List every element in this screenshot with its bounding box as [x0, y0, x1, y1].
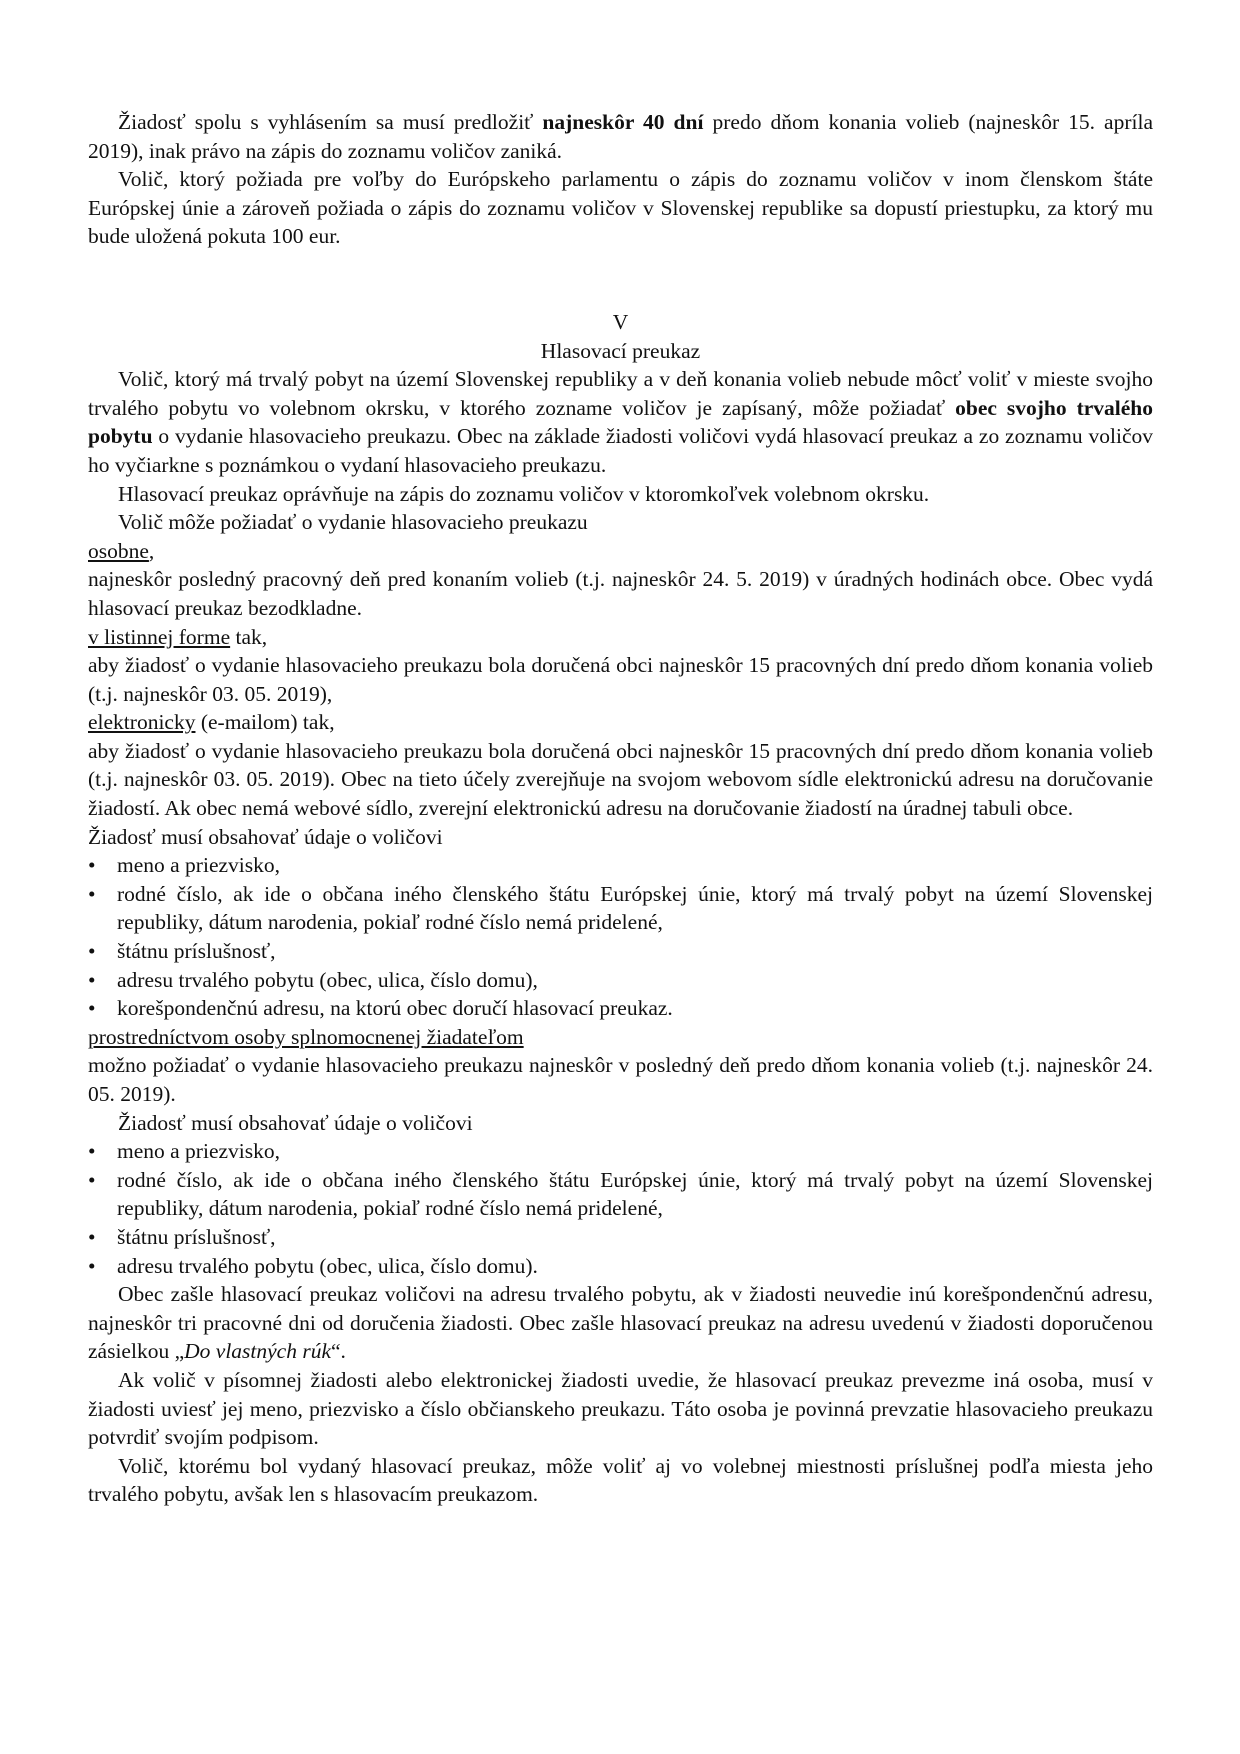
- italic-phrase: Do vlastných rúk: [184, 1339, 332, 1364]
- section-number: V: [612, 309, 629, 334]
- method-heading-electronic: [88, 708, 1153, 737]
- text-segment: predo dňom konania volieb (najneskôr 15. apríla 2019), inak právo na zápis do zoznamu voličov zaniká.: [88, 110, 1153, 163]
- label-suffix: tak,: [230, 624, 268, 649]
- list-item: • adresu trvalého pobytu (obec, ulica, číslo domu),: [88, 966, 1153, 995]
- list-item: • meno a priezvisko,: [88, 1137, 1153, 1166]
- underlined-label: osobne: [88, 538, 149, 563]
- paragraph-mailing: [88, 1280, 1153, 1366]
- bold-municipality: obec svojho trvalého pobytu: [88, 395, 1154, 449]
- paragraph-voter-request: [88, 365, 1153, 479]
- text-segment: “.: [331, 1339, 346, 1364]
- spacer: [88, 251, 1153, 308]
- text-segment: Obec zašle hlasovací preukaz voličovi na adresu trvalého pobytu, ak v žiadosti neuvedie inú korešpondenčnú adresu, najneskôr tri pracovné dni od doručenia žiadosti. Obec zašle hlasovací preukaz na adresu uvedenú v žiadosti doporučenou zásielkou „: [88, 1282, 1153, 1364]
- method-text-electronic: aby žiadosť o vydanie hlasovacieho preukazu bola doručená obci najneskôr 15 pracovných dní predo dňom konania volieb (t.j. najneskôr 03. 05. 2019). Obec na tieto účely zverejňuje na svojom webovom sídle elektronickú adresu na doručovanie žiadostí. Ak obec nemá webové sídlo, zverejní elektronickú adresu na doručovanie žiadostí na úradnej tabuli obce.: [88, 738, 1153, 821]
- text-segment: Žiadosť spolu s vyhlásením sa musí predložiť: [118, 110, 543, 134]
- requirements-list: [88, 851, 1153, 1023]
- requirements-list-2: [88, 1137, 1153, 1280]
- list-item: • rodné číslo, ak ide o občana iného členského štátu Európskej únie, ktorý má trvalý pobyt na území Slovenskej republiky, dátum narodenia, pokiaľ rodné číslo nemá pridelené,: [88, 1166, 1153, 1223]
- list-item: • štátnu príslušnosť,: [88, 937, 1153, 966]
- paragraph-voting-location: Volič, ktorému bol vydaný hlasovací preukaz, môže voliť aj vo volebnej miestnosti príslušnej podľa miesta jeho trvalého pobytu, avšak len s hlasovacím preukazom.: [88, 1453, 1153, 1507]
- document-page: [88, 108, 1153, 1509]
- paragraph-penalty: Volič, ktorý požiada pre voľby do Európskeho parlamentu o zápis do zoznamu voličov v inom členskom štáte Európskej únie a zároveň požiada o zápis do zoznamu voličov v Slovenskej republike sa dopustí priestupku, za ktorý mu bude uložená pokuta 100 eur.: [88, 167, 1153, 249]
- paragraph-card-entitles: Hlasovací preukaz oprávňuje na zápis do zoznamu voličov v ktoromkoľvek volebnom okrsku.: [118, 481, 930, 506]
- method-text-in-person: najneskôr posledný pracovný deň pred konaním volieb (t.j. najneskôr 24. 5. 2019) v úradných hodinách obce. Obec vydá hlasovací preukaz bezodkladne.: [88, 567, 1153, 620]
- label-suffix: (e-mailom) tak,: [195, 710, 335, 735]
- paragraph-other-person: Ak volič v písomnej žiadosti alebo elektronickej žiadosti uvedie, že hlasovací preukaz prevezme iná osoba, musí v žiadosti uviesť jej meno, priezvisko a číslo občianskeho preukazu. Táto osoba je povinná prevzatie hlasovacieho preukazu potvrdiť svojím podpisom.: [88, 1367, 1153, 1450]
- section-title: Hlasovací preukaz: [540, 338, 701, 363]
- paragraph-deadline: [88, 108, 1153, 165]
- method-heading-in-person: [88, 537, 1153, 566]
- requirements-intro: Žiadosť musí obsahovať údaje o voličovi: [88, 824, 443, 849]
- list-item: • adresu trvalého pobytu (obec, ulica, číslo domu).: [88, 1252, 1153, 1281]
- underlined-label: v listinnej forme: [88, 624, 231, 649]
- method-heading-paper: [88, 623, 1153, 652]
- label-suffix: ,: [148, 538, 155, 563]
- method-heading-authorized-person: [88, 1023, 1153, 1052]
- paragraph-request-intro: Volič môže požiadať o vydanie hlasovacieho preukazu: [118, 510, 588, 535]
- underlined-label: elektronicky: [88, 710, 196, 735]
- text-segment: Volič, ktorý má trvalý pobyt na území Slovenskej republiky a v deň konania volieb nebude môcť voliť v mieste svojho trvalého pobytu vo volebnom okrsku, v ktorého zozname voličov je zapísaný, môže požiadať: [88, 367, 1153, 420]
- text-segment: o vydanie hlasovacieho preukazu. Obec na základe žiadosti voličovi vydá hlasovací preukaz a zo zoznamu voličov ho vyčiarkne s poznámkou o vydaní hlasovacieho preukazu.: [88, 424, 1153, 477]
- list-item: • rodné číslo, ak ide o občana iného členského štátu Európskej únie, ktorý má trvalý pobyt na území Slovenskej republiky, dátum narodenia, pokiaľ rodné číslo nemá pridelené,: [88, 880, 1153, 937]
- requirements-intro-2: Žiadosť musí obsahovať údaje o voličovi: [118, 1110, 473, 1135]
- list-item: • štátnu príslušnosť,: [88, 1223, 1153, 1252]
- method-text-paper: aby žiadosť o vydanie hlasovacieho preukazu bola doručená obci najneskôr 15 pracovných dní predo dňom konania volieb (t.j. najneskôr 03. 05. 2019),: [88, 653, 1153, 706]
- bold-deadline: najneskôr 40 dní: [542, 110, 704, 134]
- method-text-authorized-person: možno požiadať o vydanie hlasovacieho preukazu najneskôr v posledný deň predo dňom konania volieb (t.j. najneskôr 24. 05. 2019).: [88, 1053, 1153, 1106]
- list-item: • korešpondenčnú adresu, na ktorú obec doručí hlasovací preukaz.: [88, 994, 1153, 1023]
- underlined-label: prostredníctvom osoby splnomocnenej žiadateľom: [88, 1024, 524, 1049]
- list-item: • meno a priezvisko,: [88, 851, 1153, 880]
